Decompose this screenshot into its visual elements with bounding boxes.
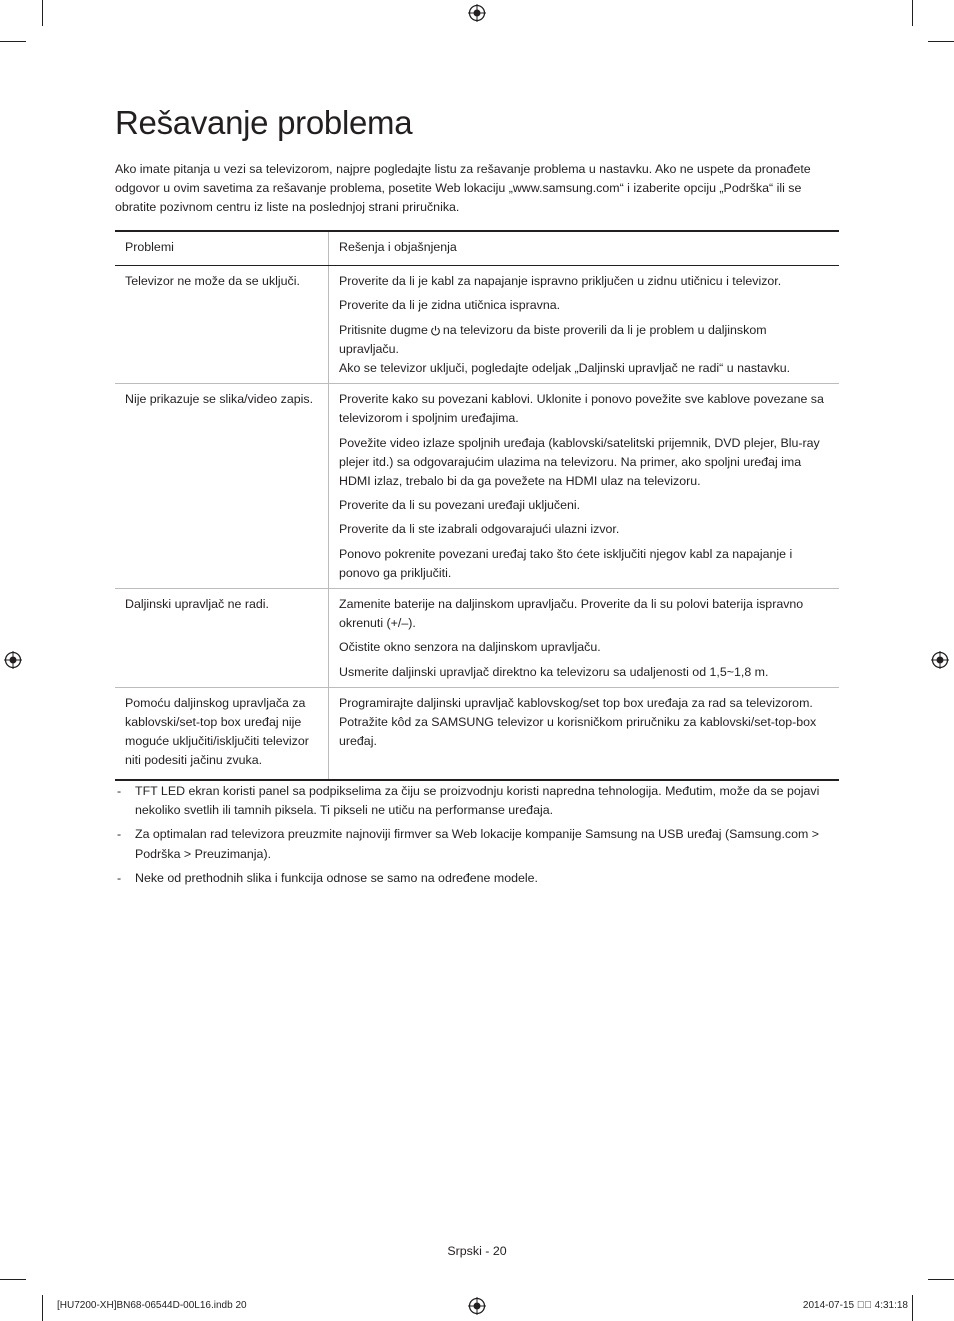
solution-item: Proverite da li ste izabrali odgovarajući ulazni izvor. — [339, 522, 620, 537]
note-marker: - — [117, 784, 122, 798]
page-title: Rešavanje problema — [115, 104, 413, 141]
solution-cell — [329, 266, 840, 384]
problem-cell: Daljinski upravljač ne radi. — [115, 589, 329, 688]
table-row — [115, 589, 839, 688]
solution-item: Očistite okno senzora na daljinskom upravljaču. — [339, 640, 601, 655]
solution-item: Proverite da li je zidna utičnica ispravna. — [339, 298, 561, 313]
crop-mark — [928, 41, 954, 42]
intro-paragraph: Ako imate pitanja u vezi sa televizorom, najpre pogledajte listu za rešavanje problema u nastavku. Ako ne uspete da pronađete odgovor u ovim savetima za rešavanje problema, posetite Web lokaciju „www.samsung.com“ i izaberite opciju „Podrška“ ili se obratite pozivnom centru iz liste na poslednjoj strani priručnika. — [115, 162, 811, 215]
crop-mark — [928, 1279, 954, 1280]
power-icon — [430, 325, 441, 336]
table-row — [115, 687, 839, 779]
crop-mark — [912, 1295, 913, 1321]
note-marker: - — [117, 827, 122, 842]
notes-list — [115, 782, 839, 893]
solution-cell — [329, 687, 840, 779]
table-row — [115, 266, 839, 384]
solution-item: Proverite da li je kabl za napajanje ispravno priključen u zidnu utičnicu i televizor. — [339, 274, 782, 289]
note-text: Za optimalan rad televizora preuzmite najnoviji firmver sa Web lokacije kompanije Samsung na USB uređaj (Samsung.com > Podrška > Preuzimanja). — [135, 827, 819, 861]
registration-mark-icon — [931, 651, 949, 669]
solution-item-text: Ako se televizor uključi, pogledajte odeljak „Daljinski upravljač ne radi“ u nastavku. — [339, 361, 791, 376]
crop-mark — [912, 0, 913, 26]
note-item — [115, 782, 839, 820]
column-header-solutions: Rešenja i objašnjenja — [329, 231, 840, 266]
power-note-after: na televizoru da biste proverili da li je problem u daljinskom upravljaču. — [339, 322, 767, 356]
registration-mark-icon — [468, 4, 486, 22]
problem-cell: Televizor ne može da se uključi. — [115, 266, 329, 384]
note-text: TFT LED ekran koristi panel sa podpikselima za čiju se proizvodnju koristi napredna tehnologija. Međutim, može da se pojavi nekoliko svetlih ili tamnih piksela. Ti pikseli ne utiču na performanse uređaja. — [135, 784, 820, 818]
footer-timestamp: 2014-07-15 ￿￿ 4:31:18 — [802, 1300, 908, 1311]
solution-cell — [329, 589, 840, 688]
crop-mark — [42, 1295, 43, 1321]
solution-item: Zamenite baterije na daljinskom upravljaču. Proverite da li su polovi baterija ispravno okrenuti (+/–). — [339, 597, 804, 631]
problem-cell: Pomoću daljinskog upravljača za kablovski/set-top box uređaj nije moguće uključiti/isključiti televizor niti podesiti jačinu zvuka. — [115, 687, 329, 779]
solution-cell — [329, 384, 840, 589]
note-item — [115, 869, 839, 888]
registration-mark-icon — [468, 1297, 486, 1315]
solution-item: Proverite da li su povezani uređaji uključeni. — [339, 498, 581, 513]
crop-mark — [42, 0, 43, 26]
footer-file-label: [HU7200-XH]BN68-06544D-00L16.indb 20 — [57, 1300, 247, 1311]
problem-cell: Nije prikazuje se slika/video zapis. — [115, 384, 329, 589]
solution-item: Usmerite daljinski upravljač direktno ka televizoru sa udaljenosti od 1,5~1,8 m. — [339, 664, 769, 679]
page-number: Srpski - 20 — [447, 1244, 507, 1258]
power-note-before: Pritisnite dugme — [339, 322, 428, 337]
solution-item — [339, 321, 829, 379]
column-header-problems: Problemi — [115, 231, 329, 266]
crop-mark — [0, 1279, 26, 1280]
solution-item: Programirajte daljinski upravljač kablovskog/set top box uređaja za rad sa televizorom. Potražite kôd za SAMSUNG televizor u korisničkom priručniku za kablovski/set-top-box uređaj. — [339, 695, 817, 749]
troubleshooting-table — [115, 230, 839, 781]
solution-item: Proverite kako su povezani kablovi. Uklonite i ponovo povežite sve kablove povezane sa televizorom i spoljnim uređajima. — [339, 392, 824, 426]
table-header-row — [115, 231, 839, 266]
note-text: Neke od prethodnih slika i funkcija odnose se samo na određene modele. — [135, 870, 538, 885]
note-item — [115, 825, 839, 863]
registration-mark-icon — [4, 651, 22, 669]
solution-item: Ponovo pokrenite povezani uređaj tako što ćete isključiti njegov kabl za napajanje i ponovo ga priključiti. — [339, 546, 793, 580]
crop-mark — [0, 41, 26, 42]
solution-item: Povežite video izlaze spoljnih uređaja (kablovski/satelitski prijemnik, DVD plejer, Blu-ray plejer itd.) sa odgovarajućim ulazima na televizoru. Na primer, ako spoljni uređaj ima HDMI izlaz, trebalo bi da ga povežete na HDMI ulaz na televizoru. — [339, 435, 820, 489]
note-marker: - — [117, 870, 122, 885]
table-row — [115, 384, 839, 589]
